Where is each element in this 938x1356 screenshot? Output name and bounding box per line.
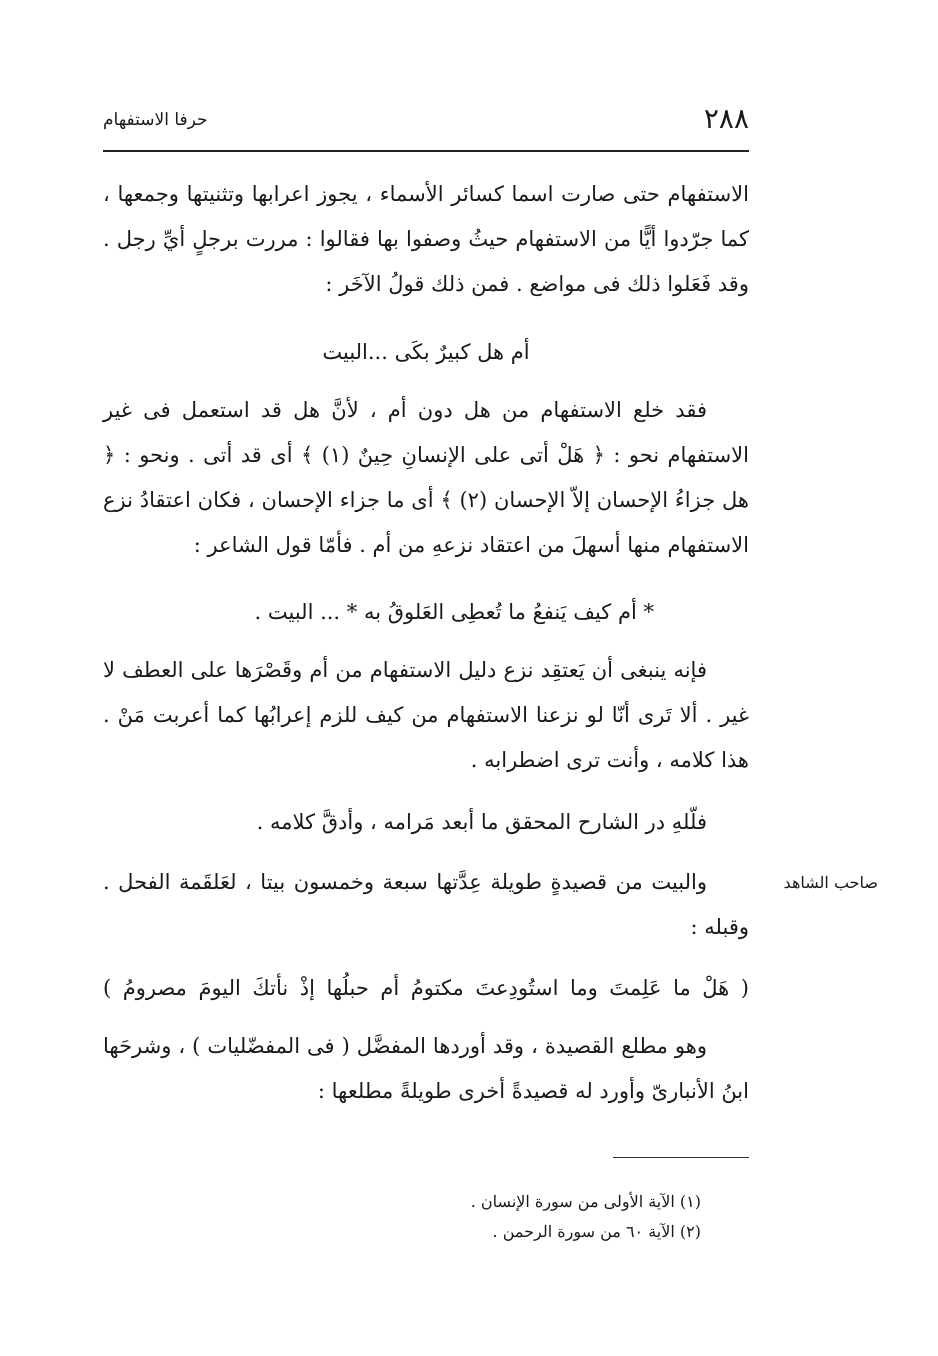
footnote-1: (١) الآية الأولى من سورة الإنسان . (470, 1192, 701, 1211)
page-header (103, 98, 749, 152)
couplet-first-hemistich: ( هَلْ ما عَلِمتَ وما استُودِعتَ مكتومُ (410, 976, 749, 1000)
running-title: حرفا الاستفهام (103, 110, 208, 130)
paragraph-2: فقد خلع الاستفهام من هل دون أم ، لأنَّ هل قد استعمل فى غير الاستفهام نحو : ﴿ هَلْ أتى على الإنسانِ حِينٌ (١) ﴾ أى قد أتى . ونحو : ﴿ هل جزاءُ الإحسان إلاّ الإحسان (٢) ﴾ أى ما جزاء الإحسان ، فكان اعتقادُ نزع الاستفهام منها أسهلَ من اعتقاد نزعهِ من أم . فأمّا قول الشاعر : (103, 398, 749, 557)
couplet (103, 966, 749, 1011)
verse-1: أم هل كبيرٌ بكَى ...البيت (322, 340, 530, 364)
verse-2: * أم كيف يَنفعُ ما تُعطِى العَلوقُ به * ... البيت . (254, 600, 654, 624)
paragraph-6: وهو مطلع القصيدة ، وقد أوردها المفضَّل ( فى المفضّليات ) ، وشرحَها ابنُ الأنبارىّ وأورد له قصيدةً أخرى طويلةً مطلعها : (103, 1034, 749, 1103)
footnote-divider (613, 1157, 749, 1158)
page-number: ٢٨٨ (703, 102, 749, 135)
margin-note: صاحب الشاهد (783, 873, 878, 892)
couplet-second-hemistich: أم حبلُها إذْ نأتكَ اليومَ مصرومُ ) (103, 976, 400, 1000)
paragraph-3: فإنه ينبغى أن يَعتقِد نزع دليل الاستفهام من أم وقَصْرَها على العطف لا غير . ألا تَرى أنّا لو نزعنا الاستفهام من كيف للزم إعرابُها كما أعربت مَنْ . هذا كلامه ، وأنت ترى اضطرابه . (103, 658, 749, 772)
paragraph-5: والبيت من قصيدةٍ طويلة عِدَّتها سبعة وخمسون بيتا ، لعَلقَمة الفحل . وقبله : (103, 870, 749, 939)
paragraph-4: فلّلهِ در الشارح المحقق ما أبعد مَرامه ، وأدقَّ كلامه . (256, 810, 707, 834)
footnote-2: (٢) الآية ٦٠ من سورة الرحمن . (492, 1222, 701, 1241)
paragraph-1: الاستفهام حتى صارت اسما كسائر الأسماء ، يجوز اعرابها وتثنيتها وجمعها ، كما جرّدوا أيًّا من الاستفهام حيثُ وصفوا بها فقالوا : مررت برجلٍ أيِّ رجل . وقد فَعَلوا ذلك فى مواضع . فمن ذلك قولُ الآخَر : (103, 182, 749, 296)
